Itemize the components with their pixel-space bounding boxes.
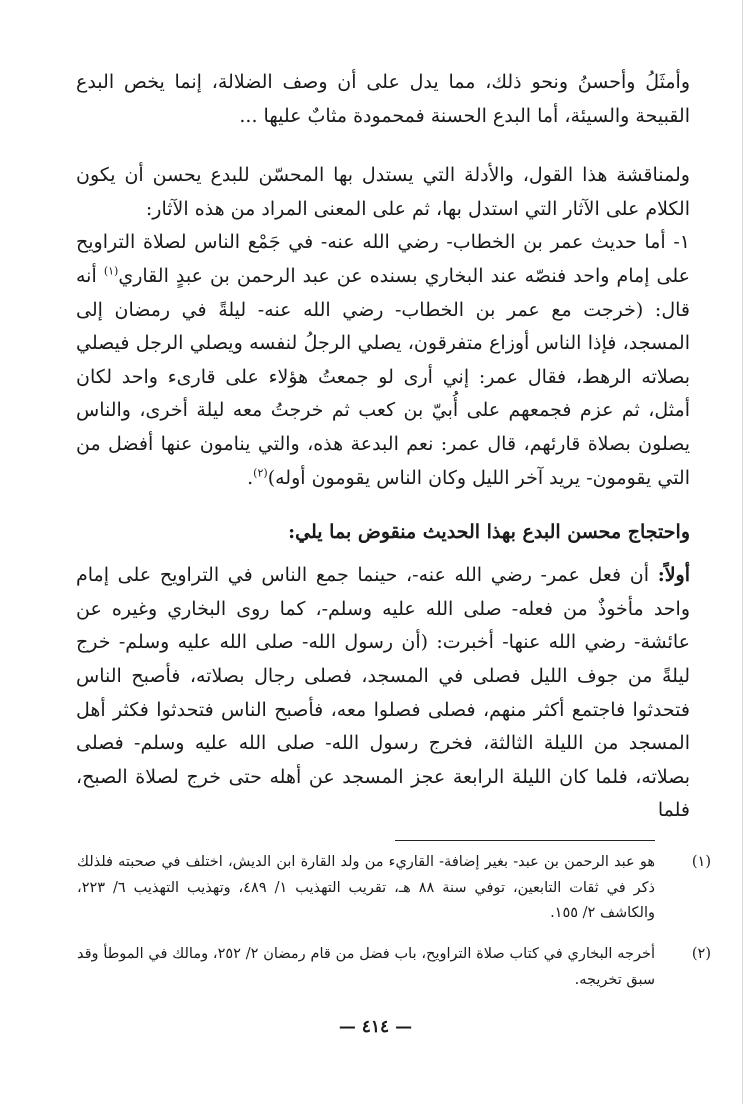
footnote-ref-1: (١) [103, 264, 119, 278]
footnote-2-text: أخرجه البخاري في كتاب صلاة التراويح، باب فضل من قام رمضان ٢/ ٢٥٢، ومالك في الموطأ وقد سبق تخريجه. [77, 946, 655, 988]
paragraph-3-quote: أنه قال: (خرجت مع عمر بن الخطاب- رضي الله عنه- ليلةً في رمضان إلى المسجد، فإذا الناس أوزاع متفرقون، يصلي الرجلُ لنفسه ويصلي الرجل فيصلي بصلاته الرهط، فقال عمر: إني أرى لو جمعتُ هؤلاء على قارىء واحد لكان أمثل، ثم عزم فجمعهم على أُبيّ بن كعب ثم خرجتُ معه ليلة أخرى، والناس يصلون بصلاة قارئهم، قال عمر: نعم البدعة هذه، والتي ينامون عنها أفضل من التي يقومون- يريد آخر الليل وكان الناس يقومون أوله) [76, 264, 690, 489]
page-number: — ٤١٤ — [338, 1017, 413, 1037]
paragraph-1: وأمثَلُ وأحسنُ ونحو ذلك، مما يدل على أن وصف الضلالة، إنما يخص البدع القبيحة والسيئة، أما البدع الحسنة فمحمودة مثابٌ عليها ... [76, 71, 690, 127]
paragraph-3-start: ١- أما حديث عمر بن الخطاب- رضي الله عنه- في جَمْع الناس لصلاة التراويح على إمام واحد فنصّه عند البخاري بسنده عن عبد الرحمن بن عبدٍ القاري [76, 231, 691, 287]
section-heading: واحتجاج محسن البدع بهذا الحديث منقوض بما يلي: [288, 521, 690, 544]
main-text [76, 66, 690, 828]
footnote-1 [77, 850, 711, 927]
footnote-divider [395, 840, 655, 841]
paragraph-4-text: أن فعل عمر- رضي الله عنه-، حينما جمع الناس في التراويح على إمام واحد مأخوذٌ من فعله- صلى الله عليه وسلم-، كما روى البخاري وغيره عن عائشة- رضي الله عنها- أخبرت: (أن رسول الله- صلى الله عليه وسلم- خرج ليلةً من جوف الليل فصلى في المسجد، فصلى رجال بصلاته، فأصبح الناس فتحدثوا فاجتمع أكثر منهم، فصلى فصلوا معه، فأصبح الناس فتحدثوا فكثر أهل المسجد من الليلة الثالثة، فخرج رسول الله- صلى الله عليه وسلم- فصلى بصلاته، فلما كان الليلة الرابعة عجز المسجد عن أهله حتى خرج لصلاة الصبح، فلما [76, 564, 690, 822]
paragraph-gap [76, 133, 690, 159]
paragraph-3 [76, 226, 690, 495]
footnote-ref-2: (٢) [253, 466, 268, 480]
paragraph-4-lead: أولاً: [657, 564, 690, 587]
footnote-1-text: هو عبد الرحمن بن عبد- بغير إضافة- القاريء من ولد القارة ابن الديش، اختلف في صحبته فلذلك ذكر في ثقات التابعين، توفي سنة ٨٨ هـ، تقريب التهذيب ١/ ٤٨٩، وتهذيب التهذيب ٦/ ٢٢٣، والكاشف ٢/ ١٥٥. [77, 854, 655, 921]
paragraph-4 [76, 559, 690, 828]
footnote-2 [77, 942, 711, 993]
page-edge-line [742, 0, 743, 1104]
footnote-1-number: (١) [691, 854, 711, 870]
paragraph-2: ولمناقشة هذا القول، والأدلة التي يستدل بها المحسّن للبدع يحسن أن يكون الكلام على الآثار التي استدل بها، ثم على المعنى المراد من هذه الآثار: [76, 164, 690, 220]
footnote-2-number: (٢) [691, 946, 711, 962]
paragraph-3-end: . [247, 466, 254, 489]
